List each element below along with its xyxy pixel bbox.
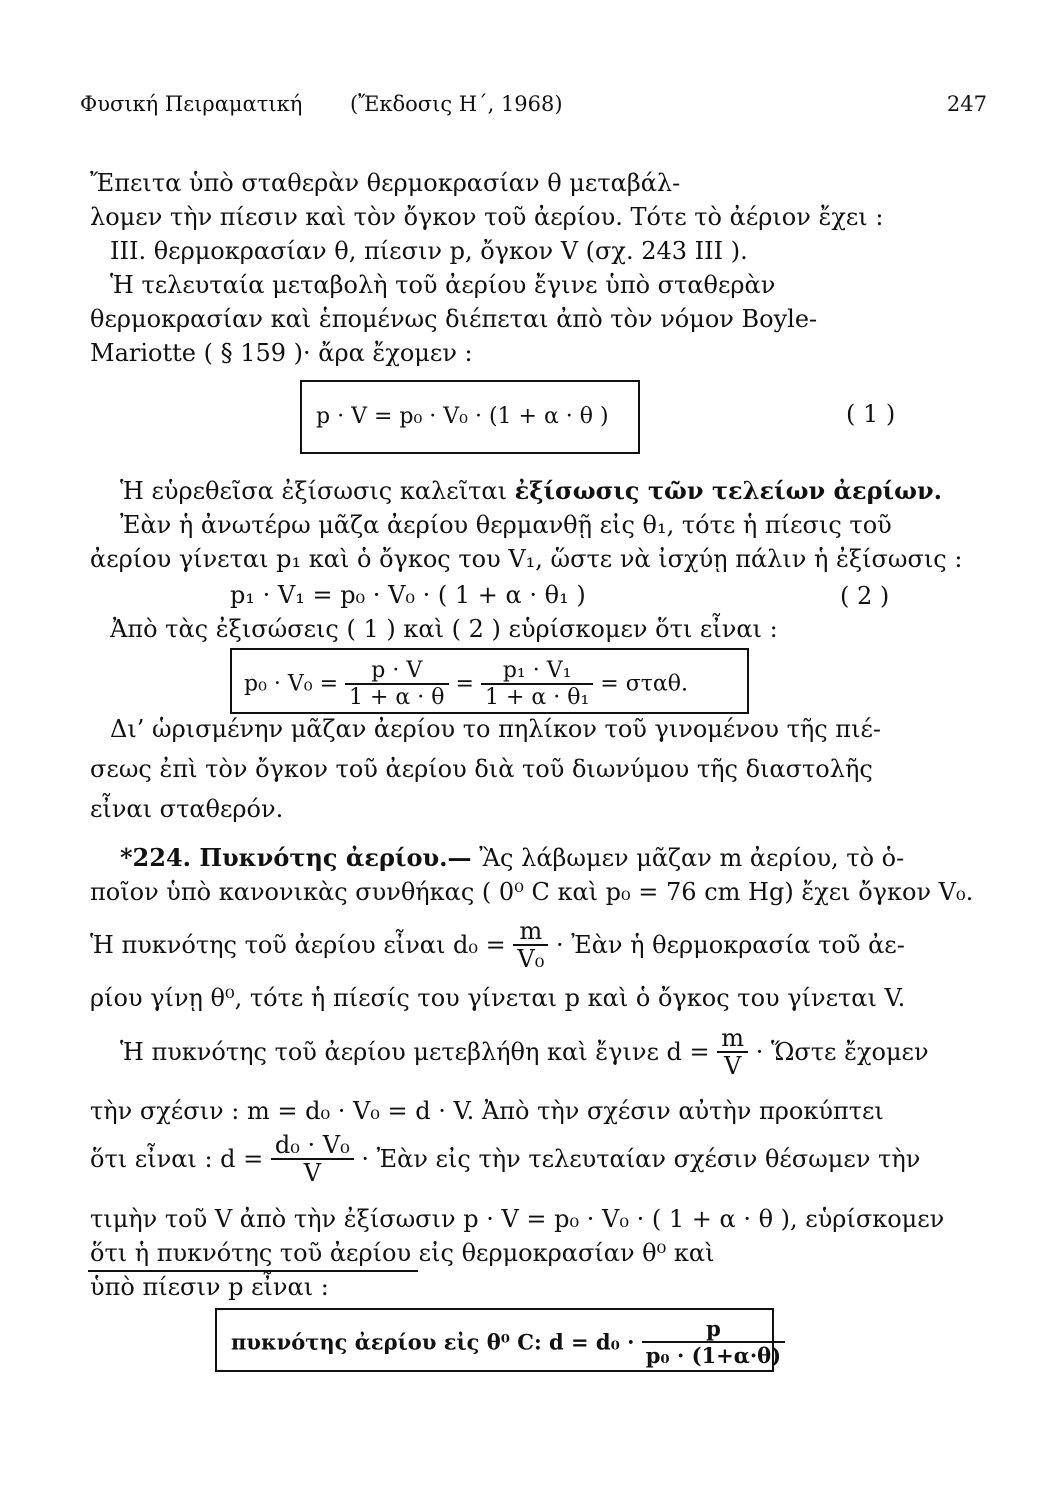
fraction [717,1025,748,1080]
ideal-gas-equation: p · V = p₀ · V₀ · (1 + α · θ ) [316,404,609,429]
fraction-numerator: m [717,1025,748,1053]
density-relation-text: ὅτι εἶναι : d = [90,1145,264,1174]
text-line: σεως ἐπὶ τὸν ὄγκον τοῦ ἀερίου διὰ τοῦ διωνύμου τῆς διαστολῆς [90,755,873,783]
text-line [90,918,907,973]
text-line: ρίου γίνῃ θ⁰, τότε ἡ πίεσίς του γίνεται p καὶ ὁ ὄγκος του γίνεται V. [90,984,906,1012]
text-line: Ἔπειτα ὑπὸ σταθερὰν θερμοκρασίαν θ μεταβάλ- [90,169,681,197]
fraction [271,1132,354,1187]
fraction-numerator: p₁ · V₁ [481,658,593,685]
density-change-text-cont: · Ὥστε ἔχομεν [755,1038,929,1067]
fraction [513,918,548,973]
text-line: Ἀπὸ τὰς ἐξισώσεις ( 1 ) καὶ ( 2 ) εὑρίσκομεν ὅτι εἶναι : [110,615,778,643]
equation-2: p₁ · V₁ = p₀ · V₀ · ( 1 + α · θ₁ ) [230,581,586,609]
fraction-denominator: V [303,1159,321,1188]
density-relation-text-cont: · Ἐὰν εἰς τὴν τελευταίαν σχέσιν θέσωμεν τὴν [361,1145,921,1174]
text-line: ὑπὸ πίεσιν p εἶναι : [90,1273,329,1301]
edition-info: (Ἔκδοσις Η΄, 1968) [350,92,563,116]
fraction-denominator: V [723,1052,742,1081]
text-line: III. θερμοκρασίαν θ, πίεσιν p, ὄγκον V (σχ. 243 III ). [110,237,748,265]
formula-label: πυκνότης ἀερίου εἰς θ⁰ C: [231,1329,542,1355]
divider-line [88,1270,418,1272]
text-line: Ἐὰν ἡ ἀνωτέρω μᾶζα ἀερίου θερμανθῇ εἰς θ₁, τότε ἡ πίεσις τοῦ [120,511,892,539]
text-line: Ἡ τελευταία μεταβολὴ τοῦ ἀερίου ἔγινε ὑπὸ σταθερὰν [110,271,776,299]
fraction-numerator: d₀ · V₀ [271,1132,354,1160]
text-line: Mariotte ( § 159 )· ἄρα ἔχομεν : [90,339,473,367]
ideal-gas-law-term: ἐξίσωσις τῶν τελείων ἀερίων. [514,476,943,505]
formula-lhs: d = d₀ · [549,1329,635,1355]
eq3-rhs: = σταθ. [600,671,688,697]
fraction-numerator: p [642,1316,785,1343]
fraction-numerator: p · V [345,658,449,685]
page-number: 247 [946,92,987,116]
text-line: ἀερίου γίνεται p₁ καὶ ὁ ὄγκος του V₁, ὥστε νὰ ἰσχύῃ πάλιν ἡ ἐξίσωσις : [90,545,963,573]
equation-box-3 [230,648,749,714]
text-line: λομεν τὴν πίεσιν καὶ τὸν ὄγκον τοῦ ἀερίου. Τότε τὸ ἀέριον ἔχει : [90,203,884,231]
text-line: τὴν σχέσιν : m = d₀ · V₀ = d · V. Ἀπὸ τὴν σχέσιν αὐτὴν προκύπτει [90,1097,884,1125]
text-line [120,1024,929,1081]
equation-box-1 [300,380,640,454]
section-heading: *224. Πυκνότης ἀερίου.— [120,843,472,872]
fraction-denominator: 1 + α · θ [349,685,445,710]
equals-sign: = [455,671,474,697]
fraction-denominator: 1 + α · θ₁ [484,685,590,710]
book-title: Φυσική Πειραματική [80,92,303,116]
density-text-cont: · Ἐὰν ἡ θερμοκρασία τοῦ ἀε- [555,931,905,960]
fraction-denominator: p₀ · (1+α·θ) [645,1343,782,1368]
section-text: Ἂς λάβωμεν μᾶζαν m ἀερίου, τὸ ὁ- [479,844,905,872]
density-change-text: Ἡ πυκνότης τοῦ ἀερίου μετεβλήθη καὶ ἔγινε d = [120,1038,710,1067]
text-line: τιμὴν τοῦ V ἀπὸ τὴν ἐξίσωσιν p · V = p₀ · V₀ · ( 1 + α · θ ), εὑρίσκομεν [90,1205,945,1233]
running-header [80,92,987,128]
text-line: ποῖον ὑπὸ κανονικὰς συνθήκας ( 0⁰ C καὶ p₀ = 76 cm Hg) ἔχει ὄγκον V₀. [90,878,974,906]
equation-number-1: ( 1 ) [846,400,896,428]
text-line: ὅτι ἡ πυκνότης τοῦ ἀερίου εἰς θερμοκρασίαν θ⁰ καὶ [90,1239,715,1267]
text-line: θερμοκρασίαν καὶ ἑπομένως διέπεται ἀπὸ τὸν νόμον Boyle- [90,305,818,333]
combined-gas-equation [244,658,688,710]
fraction [481,658,593,710]
text-line: Δι’ ὡρισμένην μᾶζαν ἀερίου το πηλίκον τοῦ γινομένου τῆς πιέ- [110,715,882,743]
equation-number-2: ( 2 ) [840,582,890,610]
fraction [642,1316,785,1368]
text-line [90,1131,921,1188]
definition-text: Ἡ εὑρεθεῖσα ἐξίσωσις καλεῖται [120,477,507,505]
fraction-numerator: m [513,918,548,946]
text-line [120,845,1017,871]
fraction [345,658,449,710]
text-line [120,478,1017,504]
text-line: εἶναι σταθερόν. [90,795,284,823]
eq3-lhs: p₀ · V₀ = [244,671,339,697]
density-text: Ἡ πυκνότης τοῦ ἀερίου εἶναι d₀ = [90,931,506,960]
density-formula-box [215,1308,782,1372]
density-formula [231,1316,785,1368]
fraction-denominator: V₀ [517,945,545,974]
